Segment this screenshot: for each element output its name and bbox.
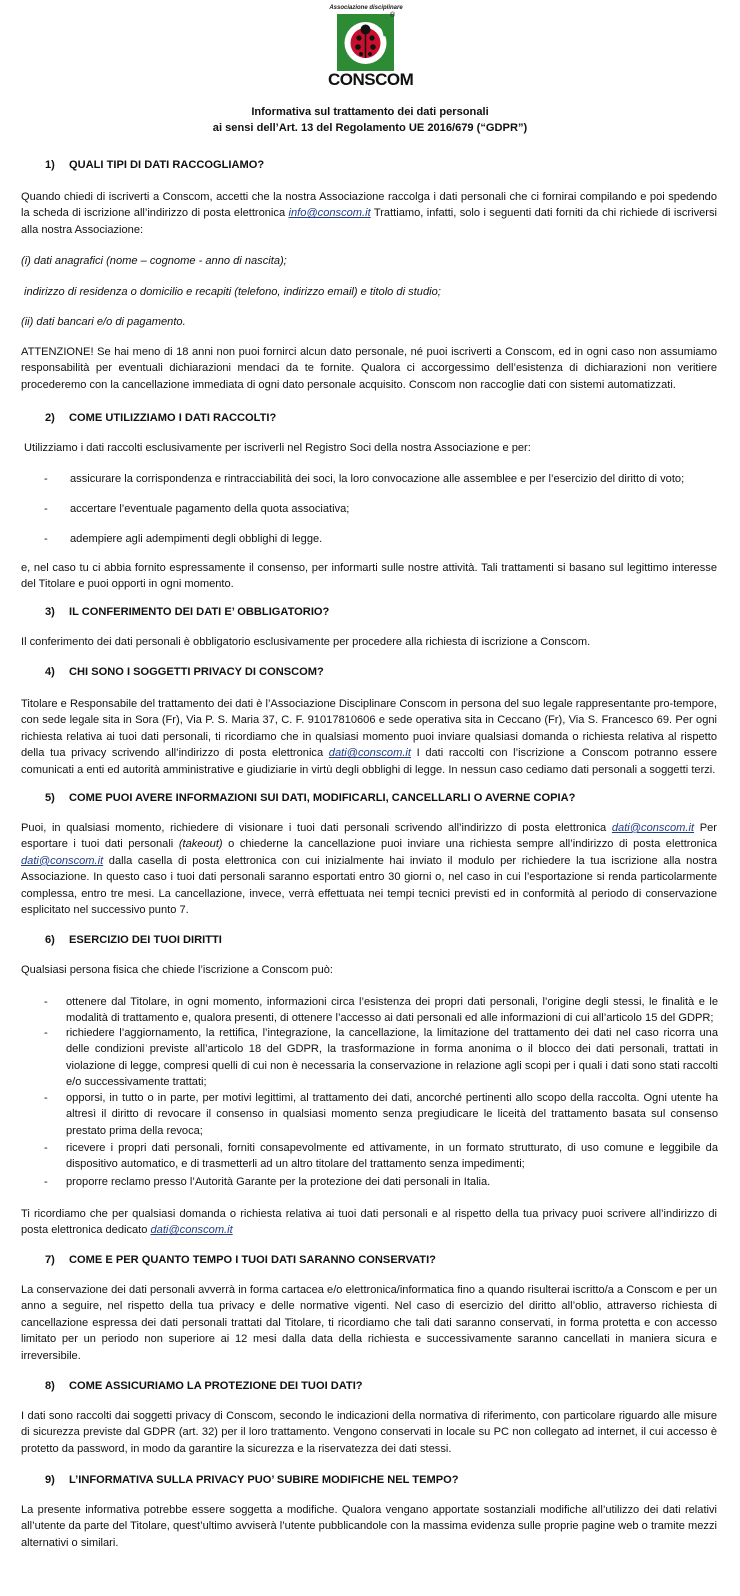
section-4-paragraph xyxy=(21,696,717,778)
list-bullet: - xyxy=(44,1142,48,1154)
section-3-heading xyxy=(45,604,329,620)
email-link-dati[interactable]: dati@conscom.it xyxy=(611,822,695,834)
section-number: 2) xyxy=(45,412,55,424)
logo-green-square xyxy=(337,14,394,71)
section-title: COME PUOI AVERE INFORMAZIONI SUI DATI, MODIFICARLI, CANCELLARLI O AVERNE COPIA? xyxy=(69,792,576,804)
section-title: CHI SONO I SOGGETTI PRIVACY DI CONSCOM? xyxy=(69,666,324,678)
list-bullet: - xyxy=(44,533,48,545)
section-2-intro: Utilizziamo i dati raccolti esclusivamente per iscriverli nel Registro Soci della nostra Associazione e per: xyxy=(24,442,531,454)
paragraph-text: I dati raccolti con l’iscrizione a Conscom potranno essere comunicati a enti ed autorità amministrative e giudiziarie in virtù degli obblighi di legge. In nessun caso cediamo dati personali a soggetti terzi. xyxy=(21,747,717,776)
logo-wordmark: CONSCOM xyxy=(328,70,414,89)
section-6-outro xyxy=(21,1206,717,1239)
usage-item-3: adempiere agli adempimenti degli obblighi di legge. xyxy=(70,533,323,545)
section-8-paragraph: I dati sono raccolti dai soggetti privacy di Conscom, secondo le indicazioni della normativa di riferimento, con particolare riguardo alle misure di sicurezza previste dal GDPR (art. 32) per il loro trattamento. Vengono conservati in locale su PC non collegato ad internet, il cui accesso è protetto da password, in modo da garantire la sicurezza e la riservatezza dei dati stessi. xyxy=(21,1410,717,1455)
ladybug-icon xyxy=(337,14,394,71)
section-title: ESERCIZIO DEI TUOI DIRITTI xyxy=(69,934,222,946)
section-8-heading xyxy=(45,1378,363,1394)
section-9-heading xyxy=(45,1472,459,1488)
section-6-intro: Qualsiasi persona fisica che chiede l’iscrizione a Conscom può: xyxy=(21,964,334,976)
paragraph-text: Per esportare i tuoi dati personali xyxy=(21,822,717,851)
section-5-heading xyxy=(45,790,575,806)
section-number: 3) xyxy=(45,606,55,618)
section-title: COME E PER QUANTO TEMPO I TUOI DATI SARANNO CONSERVATI? xyxy=(69,1254,436,1266)
section-number: 7) xyxy=(45,1254,55,1266)
section-number: 5) xyxy=(45,792,55,804)
paragraph-text: dalla casella di posta elettronica con cui inizialmente hai inviato il modulo per richiedere la tua iscrizione alla nostra Associazione. In questo caso i tuoi dati personali saranno esportati entro 30 giorni o, nel caso in cui l’esportazione si renda particolarmente complessa, entro tre mesi. La cancellazione, invece, verrà effettuata nei tempi tecnici previsti ed in conformità al periodo di conservazione esplicitato nel successivo punto 7. xyxy=(21,854,717,917)
section-7-heading xyxy=(45,1252,436,1268)
section-title: COME ASSICURIAMO LA PROTEZIONE DEI TUOI DATI? xyxy=(69,1380,363,1392)
section-1-paragraph-1 xyxy=(21,189,717,238)
section-title: IL CONFERIMENTO DEI DATI E’ OBBLIGATORIO? xyxy=(69,606,330,618)
list-bullet: - xyxy=(44,1092,48,1104)
right-item-5: proporre reclamo presso l’Autorità Garante per la protezione dei dati personali in Italia. xyxy=(66,1176,491,1188)
section-4-heading xyxy=(45,664,324,680)
section-number: 6) xyxy=(45,934,55,946)
section-number: 8) xyxy=(45,1380,55,1392)
paragraph-text: Puoi, in qualsiasi momento, richiedere di visionare i tuoi dati personali scrivendo all’indirizzo di posta elettronica xyxy=(21,822,612,834)
list-bullet: - xyxy=(44,473,48,485)
list-bullet: - xyxy=(44,1176,48,1188)
data-type-item-1: (i) dati anagrafici (nome – cognome - anno di nascita); xyxy=(21,255,287,267)
paragraph-text: Quando chiedi di iscriverti a Conscom, accetti che la nostra Associazione raccolga i dati personali che ci fornirai compilando e poi spedendo la scheda di iscrizione all’indirizzo di posta elettronica xyxy=(21,191,717,220)
section-5-paragraph xyxy=(21,820,717,918)
registered-mark: ® xyxy=(390,12,396,19)
section-2-heading xyxy=(45,410,276,426)
right-item-2: richiedere l’aggiornamento, la rettifica, l’integrazione, la cancellazione, la limitazione del trattamento dei dati nel caso ricorra una delle condizioni previste all’articolo 18 del GDPR, la trasformazione in forma anonima o il blocco dei dati personali, trattati in violazione di legge, compresi quelli di cui non è necessaria la conservazione in relazione agli scopi per i quali i dati sono stati raccolti e/o successivamente trattati; xyxy=(66,1027,718,1089)
email-link-info[interactable]: info@conscom.it xyxy=(288,207,371,220)
right-item-3: opporsi, in tutto o in parte, per motivi legittimi, al trattamento dei dati, ancorché pertinenti allo scopo della raccolta. Ogni utente ha altresì il diritto di revocare il consenso in qualsiasi momento senza pregiudicare le liceità del trattamento basata sul consenso prestato prima della revoca; xyxy=(66,1092,718,1137)
right-item-4: ricevere i propri dati personali, forniti consapevolmente ed attivamente, in un formato strutturato, di uso comune e leggibile da dispositivo automatico, e di trasmetterli ad un altro titolare del trattamento senza impedimenti; xyxy=(66,1142,718,1171)
list-bullet: - xyxy=(44,503,48,515)
section-title: L’INFORMATIVA SULLA PRIVACY PUO’ SUBIRE MODIFICHE NEL TEMPO? xyxy=(69,1474,459,1486)
data-type-item-2: indirizzo di residenza o domicilio e recapiti (telefono, indirizzo email) e titolo di studio; xyxy=(24,286,441,298)
list-bullet: - xyxy=(44,1027,48,1039)
section-number: 9) xyxy=(45,1474,55,1486)
usage-item-1: assicurare la corrispondenza e rintracciabilità dei soci, la loro convocazione alle assemblee e per l’esercizio del diritto di voto; xyxy=(70,473,685,485)
paragraph-text: Trattiamo, infatti, solo i seguenti dati forniti da chi richiede di iscriversi alla nostra Associazione: xyxy=(21,207,718,236)
section-2-outro: e, nel caso tu ci abbia fornito espressamente il consenso, per informarti sulle nostre attività. Tali trattamenti si basano sul legittimo interesse del Titolare e puoi opporti in ogni momento. xyxy=(21,562,717,591)
section-title: QUALI TIPI DI DATI RACCOGLIAMO? xyxy=(69,159,265,171)
takeout-term: (takeout) xyxy=(178,838,223,851)
email-link-dati[interactable]: dati@conscom.it xyxy=(21,854,104,867)
section-number: 4) xyxy=(45,666,55,678)
paragraph-text: Ti ricordiamo che per qualsiasi domanda o richiesta relativa ai tuoi dati personali e al rispetto della tua privacy puoi scrivere all’indirizzo di posta elettronica dedicato xyxy=(21,1208,717,1237)
paragraph-text: o chiederne la cancellazione puoi inviare una richiesta sempre all’indirizzo di posta elettronica xyxy=(222,838,717,851)
list-bullet: - xyxy=(44,996,48,1008)
email-link-dati[interactable]: dati@conscom.it xyxy=(150,1224,233,1237)
section-3-paragraph: Il conferimento dei dati personali è obbligatorio esclusivamente per procedere alla richiesta di iscrizione a Conscom. xyxy=(21,636,591,648)
document-title-line2: ai sensi dell’Art. 13 del Regolamento UE 2016/679 (“GDPR”) xyxy=(212,122,528,134)
section-7-paragraph: La conservazione dei dati personali avverrà in forma cartacea e/o elettronica/informatica fino a quando risulterai iscritto/a a Conscom e per un anno a seguire, nel rispetto della tua privacy e delle normative vigenti. Nel caso di esercizio del diritto all’oblio, attraverso richiesta di cancellazione espressa dei dati personali trattati dal Titolare, ti ricordiamo che tali dati saranno conservati, in forma protetta e con accesso limitato per un periodo non superiore ai 12 mesi dalla data della richiesta e successivamente saranno cancellati in maniera sicura e irreversibile. xyxy=(21,1284,717,1362)
right-item-1: ottenere dal Titolare, in ogni momento, informazioni circa l’esistenza dei propri dati personali, l’origine degli stessi, le finalità e le modalità di trattamento e, qualora presenti, di ottenere l’accesso ai dati personali ed alle informazioni di cui all’articolo 15 del GDPR; xyxy=(66,996,718,1025)
paragraph-text: Titolare e Responsabile del trattamento dei dati è l’Associazione Disciplinare Conscom in persona del suo legale rappresentante pro-tempore, con sede legale sita in Sora (Fr), Via P. S. Maria 37, C. F. 91017810606 e sede operativa sita in Ceccano (Fr), Via S. Francesco 69. Per ogni richiesta relativa ai tuoi dati personali, ti ricordiamo che in qualsiasi momento puoi inviare qualsiasi domanda o richiesta relativa al rispetto della tua privacy scrivendo all’indirizzo di posta elettronica xyxy=(21,698,717,760)
section-6-heading xyxy=(45,932,222,948)
conscom-logo xyxy=(328,4,414,92)
section-9-paragraph: La presente informativa potrebbe essere soggetta a modifiche. Qualora vengano apportate sostanziali modifiche all’utilizzo dei dati relativi all’utente da parte del Titolare, quest’ultimo avviserà l’utente pubblicandole con la massima evidenza sulle proprie pagine web o tramite mezzi alternativi o similari. xyxy=(21,1504,717,1549)
logo-top-text: Associazione disciplinare xyxy=(329,5,403,11)
section-number: 1) xyxy=(45,159,55,171)
data-type-item-3: (ii) dati bancari e/o di pagamento. xyxy=(21,316,186,328)
section-1-heading xyxy=(45,157,264,173)
section-title: COME UTILIZZIAMO I DATI RACCOLTI? xyxy=(69,412,277,424)
usage-item-2: accertare l’eventuale pagamento della quota associativa; xyxy=(70,503,350,515)
document-title-line1: Informativa sul trattamento dei dati personali xyxy=(251,106,489,118)
section-1-warning-paragraph: ATTENZIONE! Se hai meno di 18 anni non puoi fornirci alcun dato personale, né puoi iscriverti a Conscom, ed in ogni caso non assumiamo responsabilità per eventuali dichiarazioni mendaci da te fornite. Qualora ci accorgessimo dell’esistenza di dichiarazioni non veritiere procederemo con la cancellazione immediata di ogni dato personale acquisito. Conscom non raccoglie dati con sistemi automatizzati. xyxy=(21,346,717,391)
email-link-dati[interactable]: dati@conscom.it xyxy=(328,747,411,760)
